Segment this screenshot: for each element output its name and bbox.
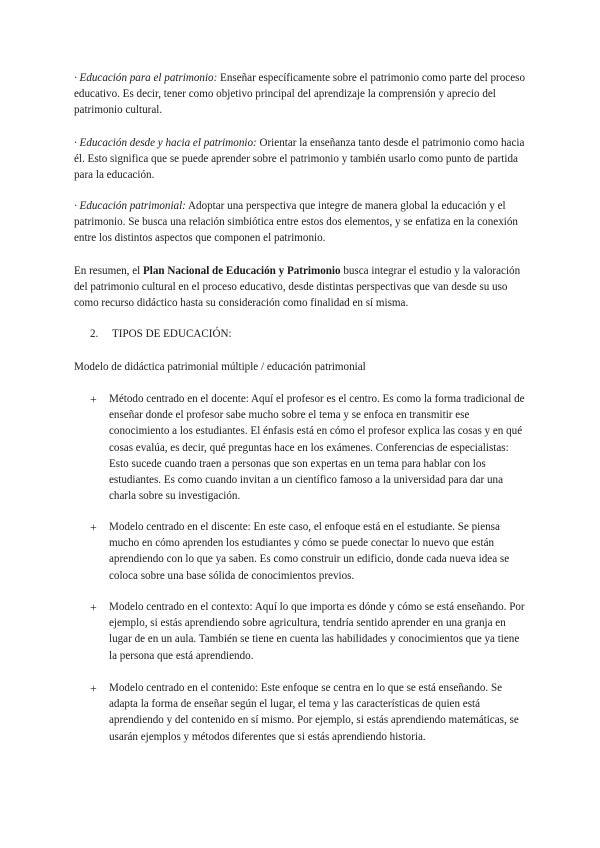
paragraph-summary [74,263,528,312]
summary-text-before: En resumen, el [74,265,144,277]
paragraph-body: Adoptar una perspectiva que integre de manera global la educación y el patrimonio. Se busca una relación simbiótica entre estos dos elementos, y se enfatiza en la conexión entre los distintos aspectos que componen el patrimonio. [74,200,518,245]
plan-name: Plan Nacional de Educación y Patrimonio [143,265,341,277]
paragraph-educacion-patrimonial [74,198,528,247]
section-title: TIPOS DE EDUCACIÓN: [112,328,232,340]
plus-bullet-icon: + [90,600,97,614]
section-heading [90,326,232,342]
summary-text-after: busca integrar el estudio y la valoración del patrimonio cultural en el proceso educativo, desde distintas perspectivas que van desde su uso como recurso didáctico hasta su consideración como finalidad en sí misma. [74,265,521,310]
paragraph-educacion-para-patrimonio [74,70,528,119]
list-item-text: Modelo centrado en el discente: En este caso, el enfoque está en el estudiante. Se piensa mucho en cómo aprenden los estudiantes y cómo se puede conectar lo nuevo que están aprendiendo con lo que ya saben. Es como construir un edificio, donde cada nueva idea se coloca sobre una base sólida de conocimientos previos. [109,521,510,582]
paragraph-body: Orientar la enseñanza tanto desde el patrimonio como hacia él. Esto significa que se puede aprender sobre el patrimonio y también usarlo como punto de partida para la educación. [74,137,525,182]
list-item-text: Modelo centrado en el contenido: Este enfoque se centra en lo que se está enseñando. Se adapta la forma de enseñar según el lugar, el tema y las características de quien está aprendiendo y del contenido en sí mismo. Por ejemplo, si estás aprendiendo matemáticas, se usarán ejemplos y métodos diferentes que si estás aprendiendo historia. [109,682,519,743]
paragraph-lead: · Educación para el patrimonio: [74,72,218,84]
list-item-text: Modelo centrado en el contexto: Aquí lo que importa es dónde y cómo se está enseñando. Por ejemplo, si estás aprendiendo sobre agricultura, tendría sentido aprender en una granja en lugar de en un aula. También se tiene en cuenta las habilidades y conocimientos que ya tiene la persona que está aprendiendo. [109,601,525,662]
plus-bullet-icon: + [90,392,97,406]
plus-bullet-icon: + [90,520,97,534]
paragraph-body: Enseñar específicamente sobre el patrimonio como parte del proceso educativo. Es decir, tener como objetivo principal del aprendizaje la comprensión y aprecio del patrimonio cultural. [74,72,526,117]
paragraph-educacion-desde-hacia [74,135,528,184]
section-number: 2. [90,328,99,340]
list-item-text: Método centrado en el docente: Aquí el profesor es el centro. Es como la forma tradicional de enseñar donde el profesor sabe mucho sobre el tema y se enfoca en transmitir ese conocimiento a los estudiantes. El énfasis está en cómo el profesor explica las cosas y en qué cosas evalúa, es decir, qué preguntas hace en los exámenes. Conferencias de especialistas: Esto sucede cuando traen a personas que son expertas en un tema para hablar con los estudiantes. Es como cuando invitan a un científico famoso a la universidad para dar una charla sobre su investigación. [109,393,525,503]
paragraph-lead: · Educación desde y hacia el patrimonio: [74,137,257,149]
plus-bullet-icon: + [90,681,97,695]
paragraph-lead: · Educación patrimonial: [74,200,186,212]
model-line: Modelo de didáctica patrimonial múltiple / educación patrimonial [74,361,366,373]
